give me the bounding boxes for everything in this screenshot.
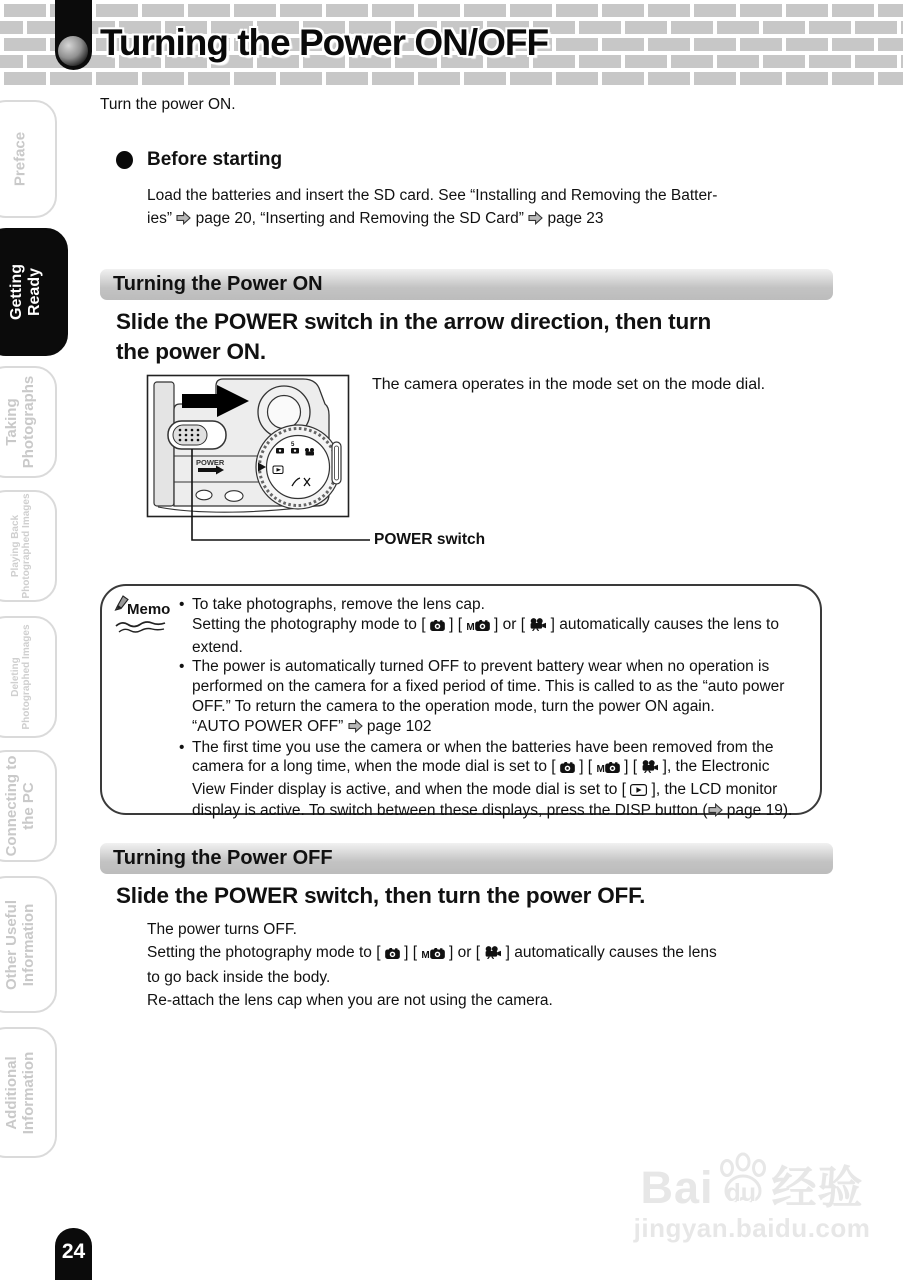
baidu-paw-icon	[715, 1152, 771, 1210]
watermark-du: du	[725, 1179, 757, 1207]
intro-text: Turn the power ON.	[100, 96, 236, 113]
section-bar-power-off: Turning the Power OFF	[100, 843, 833, 874]
main-content	[100, 0, 833, 1280]
power-off-heading: Slide the POWER switch, then turn the power OFF.	[116, 883, 646, 908]
brick	[832, 38, 874, 51]
brick	[878, 38, 903, 51]
sidebar-item-getting-ready[interactable]: Getting Ready	[0, 228, 68, 356]
manual-camera-icon: M	[596, 758, 619, 780]
bullet-dot-icon	[116, 151, 133, 169]
camera-icon	[560, 758, 575, 778]
memo-icon	[112, 594, 176, 640]
sidebar-item-deleting[interactable]: Deleting Photographed Images	[0, 616, 57, 738]
sidebar-item-playing-back[interactable]: Playing Back Photographed Images	[0, 490, 57, 602]
section-bar-power-on: Turning the Power ON	[100, 269, 833, 300]
sidebar-item-other-useful[interactable]: Other Useful Information	[0, 876, 57, 1013]
figure-caption: The camera operates in the mode set on the mode dial.	[372, 376, 766, 393]
brick	[878, 72, 903, 85]
power-switch-text: POWER	[196, 458, 225, 467]
brick	[50, 72, 92, 85]
brick	[832, 4, 874, 17]
sphere-icon	[58, 36, 88, 66]
brick	[855, 21, 897, 34]
memo-item: • The power is automatically turned OFF to prevent battery wear when no operation is performed on the camera for a fixed period of time. This is called to as the “auto power OFF.” To return the camera to the operation mode, turn the power ON again. “AUTO POWER OFF” page 102	[178, 657, 818, 737]
page-arrow-icon	[708, 802, 723, 822]
page-arrow-icon	[348, 718, 363, 738]
camera-icon	[430, 616, 445, 636]
page-arrow-icon	[528, 209, 543, 232]
memo-item: • The first time you use the camera or when the batteries have been removed from the camera for a long time, when the mode dial is set to [ ] [ M ] [ ], the Electronic View Finder display is active, and when the mode dial is set to [ ], the LCD monitor display is active. To switch between these displays, press the DISP button ( page 19).	[178, 738, 818, 822]
watermark-url: jingyan.baidu.com	[633, 1213, 871, 1243]
before-starting-heading: Before starting	[116, 149, 282, 171]
playback-icon	[630, 781, 647, 801]
movie-camera-icon	[484, 943, 501, 966]
camera-illustration	[146, 374, 486, 550]
power-on-heading: Slide the POWER switch in the arrow direction, then turn the power ON.	[116, 309, 712, 364]
sidebar-item-connecting-pc[interactable]: Connecting to the PC	[0, 750, 57, 862]
sidebar-item-additional[interactable]: Additional Information	[0, 1027, 57, 1158]
brick	[878, 4, 903, 17]
movie-camera-icon	[641, 758, 658, 778]
watermark-cn: 经验	[771, 1162, 864, 1213]
memo-item: • To take photographs, remove the lens cap. Setting the photography mode to [ ] [ M ] or [ ] automatically causes the lens to extend.	[178, 595, 818, 657]
sidebar-item-taking-photographs[interactable]: Taking Photographs	[0, 366, 57, 478]
baidu-watermark	[614, 1152, 890, 1244]
power-off-line: Setting the photography mode to [ ] [ M ] or [ ] automatically causes the lens to go back inside the body.	[147, 943, 717, 986]
manual-camera-icon: M	[421, 943, 444, 968]
watermark-brand: Bai	[640, 1162, 714, 1213]
page-title: Turning the Power ON/OFF	[100, 22, 549, 63]
camera-icon	[385, 943, 400, 966]
camera-figure	[146, 374, 833, 570]
movie-camera-icon	[529, 616, 546, 636]
before-starting-body: Load the batteries and insert the SD card. See “Installing and Removing the Batter- ies” page 20, “Inserting and Removing the SD Card” page 23	[147, 185, 833, 231]
header-pill-decoration	[55, 0, 92, 70]
power-switch-label: POWER switch	[374, 531, 486, 548]
power-off-line: The power turns OFF.	[147, 921, 297, 938]
brick	[832, 72, 874, 85]
brick	[4, 38, 46, 51]
brick	[855, 55, 897, 68]
page-number-tab: 24	[55, 1228, 92, 1280]
power-off-body	[147, 919, 847, 1012]
manual-camera-icon: M	[466, 616, 489, 638]
brick	[4, 4, 46, 17]
power-off-line: Re-attach the lens cap when you are not using the camera.	[147, 991, 553, 1009]
memo-box	[100, 584, 822, 819]
svg-text:5: 5	[291, 442, 295, 448]
memo-label: Memo	[127, 601, 171, 618]
brick	[4, 72, 46, 85]
brick	[0, 21, 23, 34]
sidebar-item-preface[interactable]: Preface	[0, 100, 57, 218]
brick	[0, 55, 23, 68]
page-arrow-icon	[176, 209, 191, 232]
memo-list	[178, 595, 818, 822]
